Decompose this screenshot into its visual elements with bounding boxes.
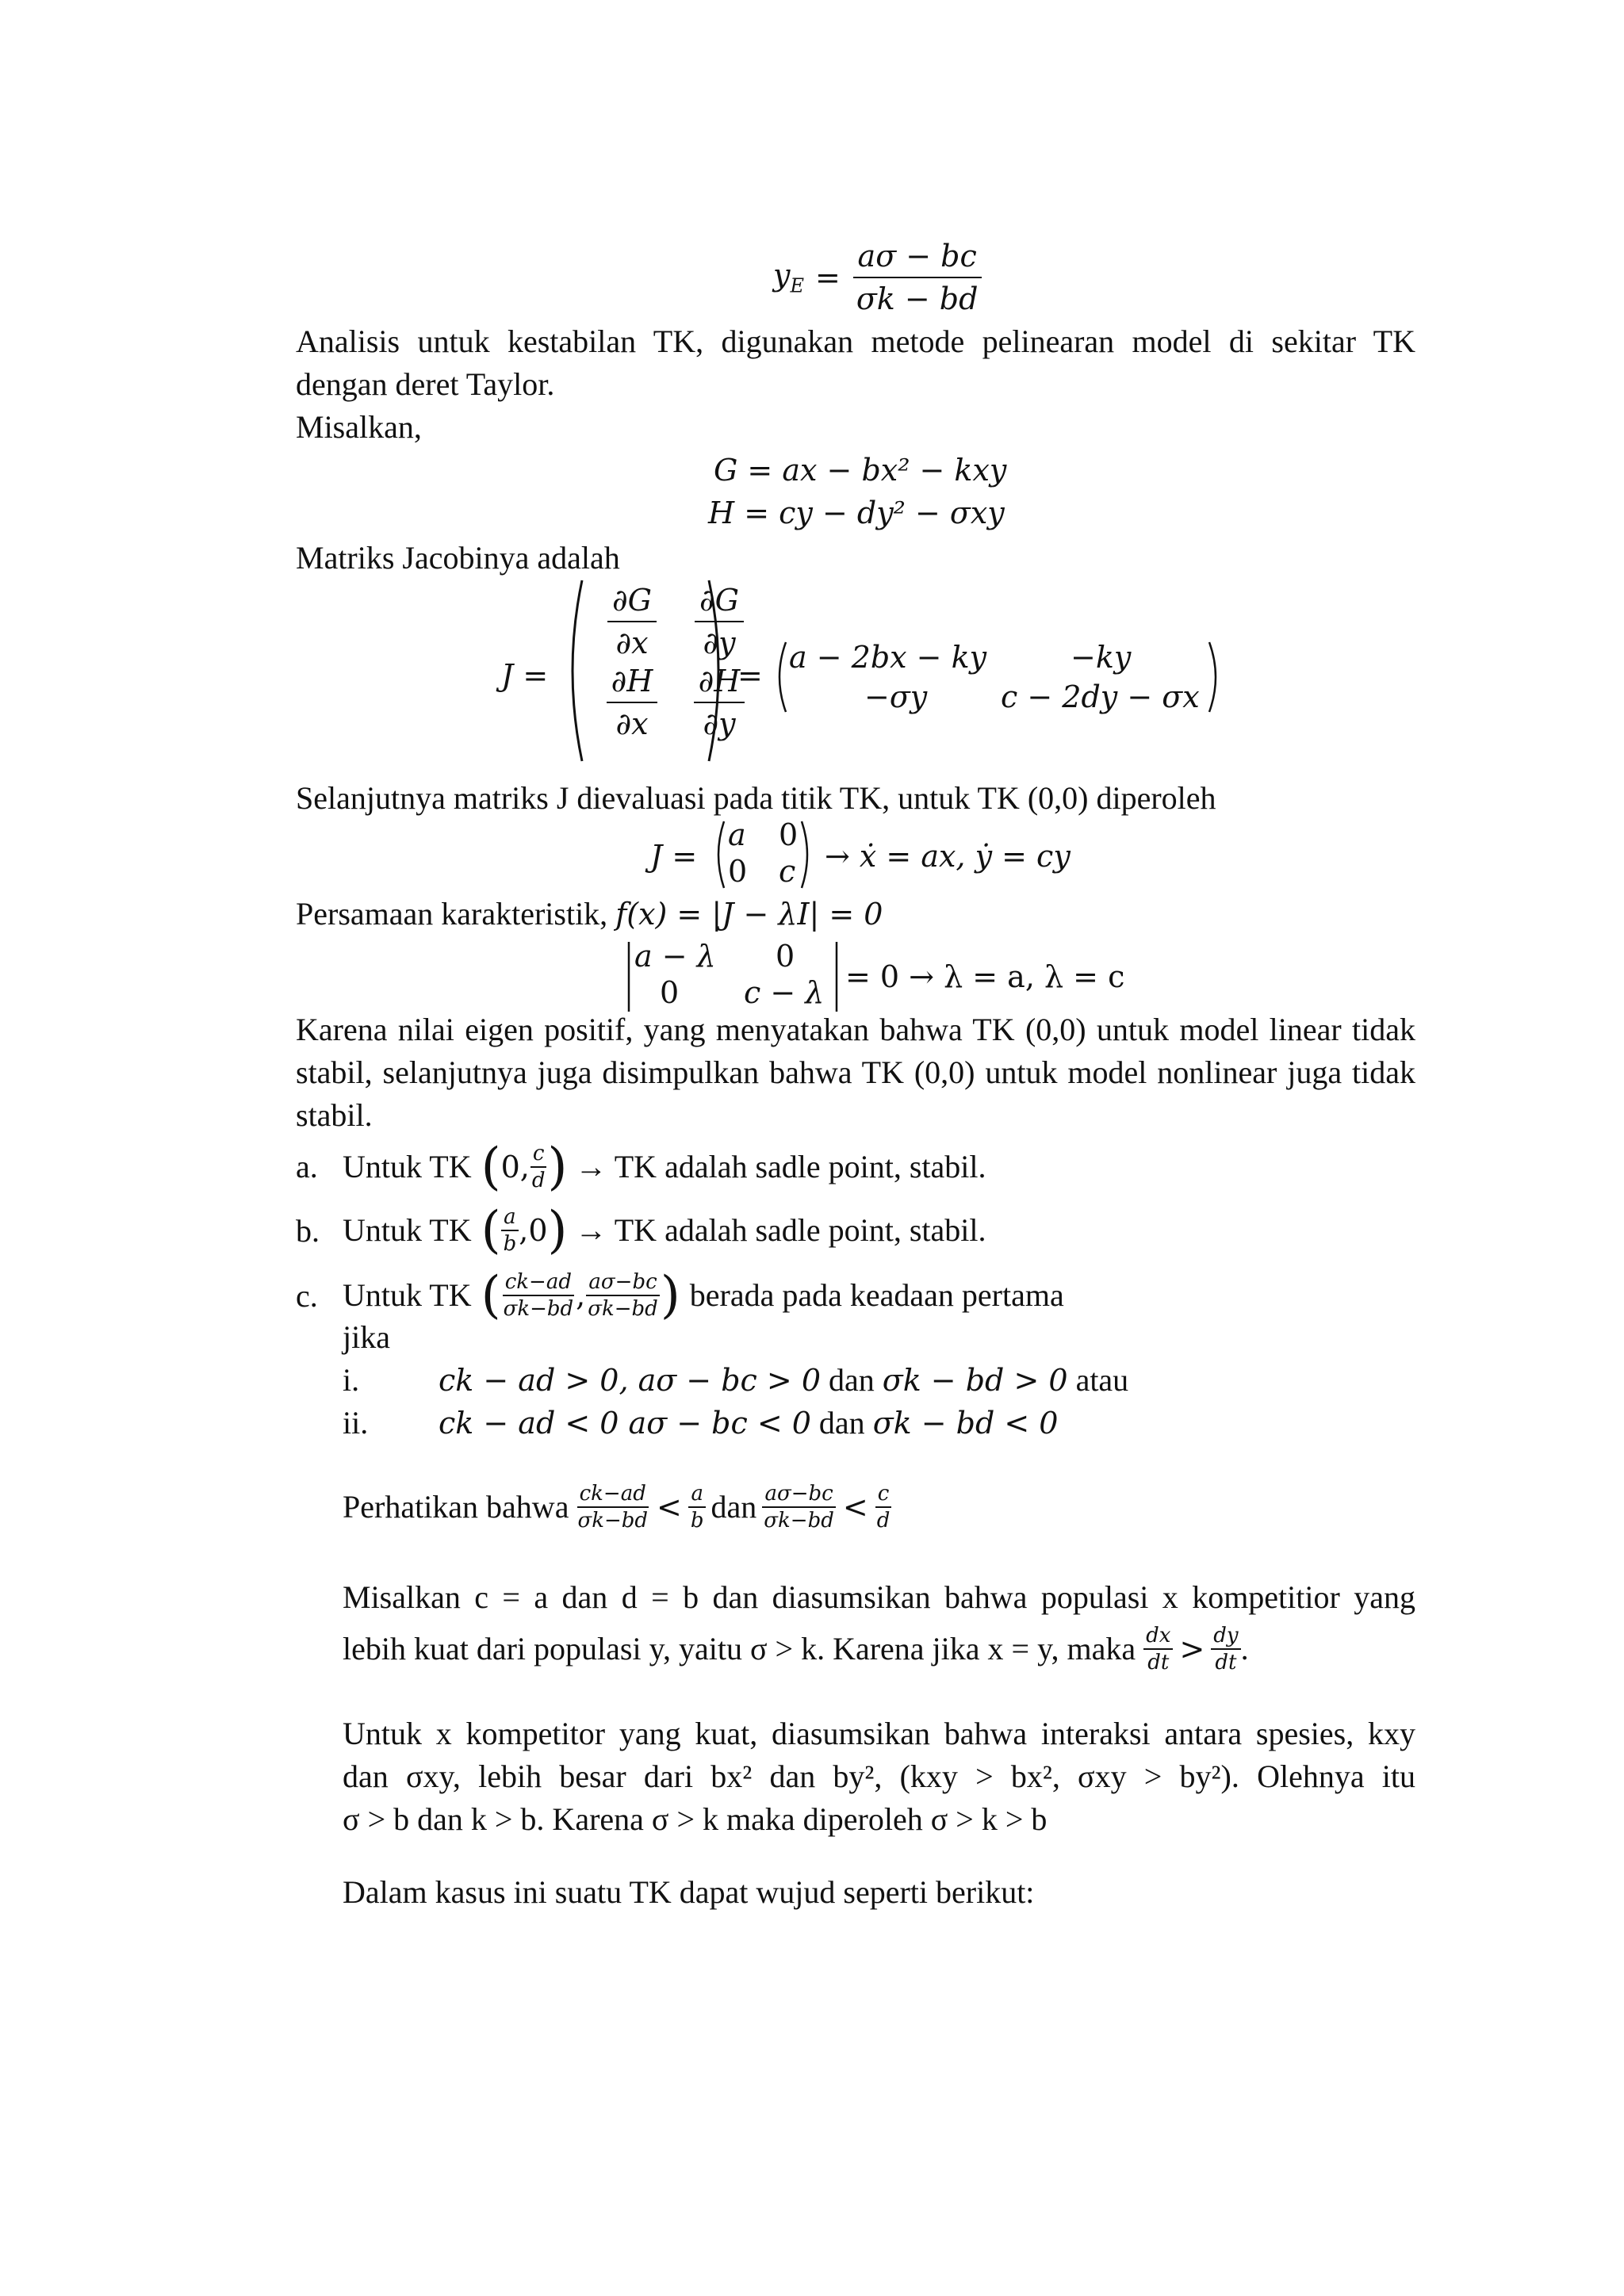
perhatikan-dan: dan: [710, 1489, 757, 1525]
partial-H-x: $\frac{\partial H}{\partial x}$: [588, 664, 676, 741]
J00-a21: 0: [728, 854, 748, 889]
perhatikan-lt-1: <: [657, 1490, 682, 1525]
perhatikan-pre: Perhatikan bahwa: [343, 1489, 569, 1525]
J00-left-paren: [710, 818, 726, 891]
char-equation: f(x) = |J − λI| = 0: [615, 897, 883, 932]
det-rhs: = 0 → λ = a, λ = c: [845, 959, 1125, 994]
yE-equals: =: [815, 260, 841, 295]
cond-ii-dan: dan: [818, 1405, 865, 1441]
matrix-left-paren: [771, 639, 788, 715]
jacobian-equals: =: [737, 658, 763, 693]
jacobian-m11: a − 2bx − ky: [789, 640, 987, 675]
perhatikan-line: [343, 1471, 892, 1543]
jacobian-m22: c − 2dy − σx: [1001, 679, 1200, 714]
item-b-post: → TK adalah sadle point, stabil.: [575, 1212, 986, 1248]
para1-line2: dengan deret Taylor.: [296, 366, 555, 402]
partial-H-y: $\frac{\partial H}{\partial y}$: [676, 664, 763, 741]
J00-a22: c: [779, 854, 796, 889]
item-a-zero: 0,: [500, 1150, 530, 1184]
cond-i-marker: i.: [343, 1362, 360, 1398]
equation-G: G = ax − bx² − kxy: [714, 453, 1007, 488]
equation-yE: [773, 230, 982, 325]
para4-line3: σ > b dan k > b. Karena σ > k maka diperoleh σ > k > b: [343, 1801, 1048, 1837]
item-a-lparen: (: [481, 1138, 501, 1196]
item-c-rparen: ): [660, 1266, 680, 1325]
jacobian-left-paren: [561, 577, 585, 764]
para4-line1: Untuk x kompetitor yang kuat, diasumsikan bahwa interaksi antara spesies, kxy: [343, 1716, 1415, 1751]
det-a22: c − λ: [744, 975, 825, 1010]
J00-rhs: → ẋ = ax, ẏ = cy: [825, 839, 1071, 874]
equation-H: H = cy − dy² − σxy: [708, 496, 1005, 530]
cond-i-math1: ck − ad > 0, aσ − bc > 0: [439, 1363, 821, 1398]
det-left-bar: [625, 940, 633, 1013]
dx-dy-gt: >: [1179, 1632, 1205, 1667]
yE-fraction: [852, 239, 983, 316]
item-c-post: berada pada keadaan pertama: [689, 1277, 1064, 1313]
evaluation-text: Selanjutnya matriks J dievaluasi pada titik TK, untuk TK (0,0) diperoleh: [296, 780, 1216, 816]
item-a-pre: Untuk TK: [343, 1149, 472, 1184]
item-a-fraction: $\frac{c}{d}$: [531, 1142, 546, 1192]
dx-dt-fraction: $\frac{dx}{dt}$: [1143, 1624, 1173, 1674]
char-text: [296, 893, 883, 936]
item-c: [343, 1254, 1064, 1337]
item-b-lparen: (: [481, 1201, 501, 1260]
char-label: Persamaan karakteristik,: [296, 896, 608, 932]
jacobian-lhs: J =: [501, 658, 549, 693]
item-b-marker: b.: [296, 1213, 320, 1249]
partial-G-y: $\frac{\partial G}{\partial y}$: [676, 583, 763, 660]
yE-denominator: σk − bd: [856, 281, 979, 316]
jacobian-m12: −ky: [1071, 640, 1132, 675]
para5: Dalam kasus ini suatu TK dapat wujud seperti berikut:: [343, 1874, 1035, 1910]
dy-dt-fraction: $\frac{dy}{dt}$: [1211, 1624, 1240, 1674]
cond-i-dan: dan: [829, 1362, 875, 1398]
jacobian-partials: [588, 583, 763, 741]
det-a21: 0: [660, 975, 680, 1010]
det-right-bar: [833, 940, 841, 1013]
yE-numerator: aσ − bc: [853, 239, 982, 278]
cond-ii-math1: ck − ad < 0 aσ − bc < 0: [439, 1406, 811, 1441]
para3-line2-text: lebih kuat dari populasi y, yaitu σ > k. Karena jika x = y, maka: [343, 1631, 1136, 1667]
item-a-post: → TK adalah sadle point, stabil.: [575, 1149, 986, 1184]
cond-i-atau: atau: [1075, 1362, 1129, 1398]
para2-line1: Karena nilai eigen positif, yang menyatakan bahwa TK (0,0) untuk model linear tidak: [296, 1012, 1415, 1047]
partial-G-x: $\frac{\partial G}{\partial x}$: [588, 583, 676, 660]
item-c-fraction-1: $\frac{ck-ad}{\sigma k-bd}$: [503, 1270, 574, 1321]
item-a-marker: a.: [296, 1149, 318, 1184]
J00-a11: a: [728, 817, 746, 852]
perhatikan-fraction-1: $\frac{ck-ad}{\sigma k-bd}$: [577, 1482, 649, 1533]
cond-ii: [439, 1402, 1058, 1445]
matrix-right-paren: [1207, 639, 1224, 715]
J00-a12: 0: [779, 817, 799, 852]
item-b-zero: ,0: [519, 1213, 548, 1248]
cond-ii-math2: σk − bd < 0: [872, 1406, 1059, 1441]
jacobian-right-paren: [706, 577, 730, 764]
perhatikan-fraction-4: $\frac{c}{d}$: [876, 1482, 891, 1533]
item-b-fraction: $\frac{a}{b}$: [501, 1206, 519, 1255]
J00-right-paren: [799, 818, 815, 891]
item-c-lparen: (: [481, 1266, 501, 1325]
para1-line1: Analisis untuk kestabilan TK, digunakan metode pelinearan model di sekitar TK: [296, 323, 1415, 359]
para3-line2: [343, 1617, 1249, 1681]
yE-lhs: $y_E$: [773, 258, 804, 297]
item-b-rparen: ): [547, 1201, 568, 1260]
perhatikan-fraction-2: $\frac{a}{b}$: [688, 1483, 707, 1532]
cond-i-math2: σk − bd > 0: [882, 1363, 1068, 1398]
cond-i: [439, 1359, 1128, 1402]
item-b-pre: Untuk TK: [343, 1212, 472, 1248]
para2-line3: stabil.: [296, 1097, 373, 1133]
item-c-marker: c.: [296, 1278, 318, 1314]
item-c-pre: Untuk TK: [343, 1277, 472, 1313]
para3-line1: Misalkan c = a dan d = b dan diasumsikan bahwa populasi x kompetitior yang: [343, 1579, 1415, 1615]
item-c-comma: ,: [576, 1278, 586, 1313]
cond-ii-marker: ii.: [343, 1405, 369, 1441]
perhatikan-fraction-3: $\frac{a\sigma-bc}{\sigma k-bd}$: [764, 1482, 834, 1533]
item-c-jika: jika: [343, 1319, 390, 1355]
jacobian-intro: Matriks Jacobinya adalah: [296, 540, 620, 576]
para3-period: .: [1240, 1631, 1249, 1667]
perhatikan-lt-2: <: [842, 1490, 868, 1525]
item-a-rparen: ): [547, 1138, 568, 1196]
det-a11: a − λ: [634, 939, 716, 974]
para4-line2: dan σxy, lebih besar dari bx² dan by², (kxy > bx², σxy > by²). Olehnya itu: [343, 1758, 1415, 1794]
J00-lhs: J =: [650, 839, 698, 874]
det-a12: 0: [776, 939, 795, 974]
jacobian-m21: −σy: [864, 679, 928, 714]
para2-line2: stabil, selanjutnya juga disimpulkan bahwa TK (0,0) untuk model nonlinear juga tidak: [296, 1054, 1415, 1090]
misalkan-label: Misalkan,: [296, 409, 422, 445]
item-c-fraction-2: $\frac{a\sigma-bc}{\sigma k-bd}$: [588, 1270, 658, 1321]
